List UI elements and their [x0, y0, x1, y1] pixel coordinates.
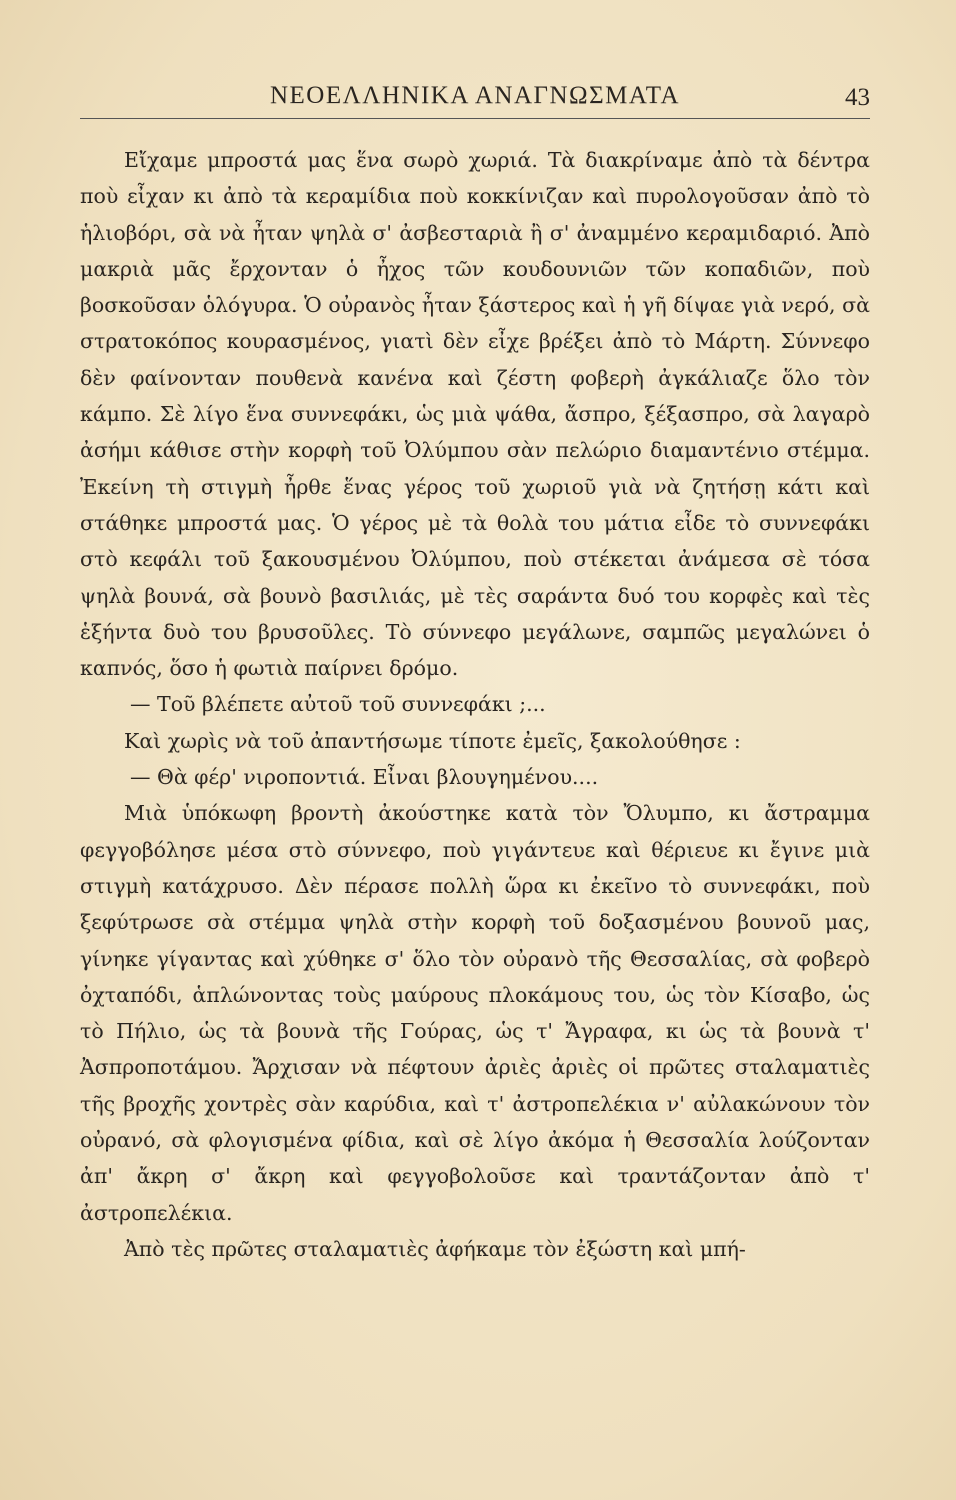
dialog-line: — Τοῦ βλέπετε αὐτοῦ τοῦ συννεφάκι ;...	[130, 692, 546, 717]
paragraph: Καὶ χωρὶς νὰ τοῦ ἀπαντήσωμε τίποτε ἐμεῖς, ξακολούθησε :	[124, 728, 741, 753]
paragraph: Ἀπὸ τὲς πρῶτες σταλαματιὲς ἀφήκαμε τὸν ἐξώστη καὶ μπή-	[124, 1236, 746, 1261]
paragraph: Εἴχαμε μπροστά μας ἕνα σωρὸ χωριά. Τὰ διακρίναμε ἀπὸ τὰ δέντρα ποὺ εἶχαν κι ἀπὸ τὰ κεραμίδια ποὺ κοκκίνιζαν καὶ πυρολογοῦσαν ἀπὸ τὸ ἡλιοβόρι, σὰ νὰ ἦταν ψηλὰ σ' ἀσβεσταριὰ ἢ σ' ἀναμμένο κεραμιδαριό. Ἀπὸ μακριὰ μᾶς ἔρχονταν ὁ ἦχος τῶν κουδουνιῶν τῶν κοπαδιῶν, ποὺ βοσκοῦσαν ὁλόγυρα. Ὁ οὐρανὸς ἦταν ξάστερος καὶ ἡ γῆ δίψαε γιὰ νερό, σὰ στρατοκόπος κουρασμένος, γιατὶ δὲν εἶχε βρέξει ἀπὸ τὸ Μάρτη. Σύννεφο δὲν φαίνονταν πουθενὰ κανένα καὶ ζέστη φοβερὴ ἀγκάλιαζε ὅλο τὸν κάμπο. Σὲ λίγο ἕνα συννεφάκι, ὡς μιὰ ψάθα, ἄσπρο, ξέξασπρο, σὰ λαγαρὸ ἀσήμι κάθισε στὴν κορφὴ τοῦ Ὀλύμπου σὰν πελώριο διαμαντένιο στέμμα. Ἐκείνη τὴ στιγμὴ ἦρθε ἕνας γέρος τοῦ χωριοῦ γιὰ νὰ ζητήσῃ κάτι καὶ στάθηκε μπροστά μας. Ὁ γέρος μὲ τὰ θολὰ του μάτια εἶδε τὸ συννεφάκι στὸ κεφάλι τοῦ ξακουσμένου Ὀλύμπου, ποὺ στέκεται ἀνάμεσα σὲ τόσα ψηλὰ βουνά, σὰ βουνὸ βασιλιάς, μὲ τὲς σαράντα δυό του κορφὲς καὶ τὲς ἑξήντα δυὸ του βρυσοῦλες. Τὸ σύννεφο μεγάλωνε, σαμπῶς μεγαλώνει ὁ καπνός, ὅσο ἡ φωτιὰ παίρνει δρόμο.	[80, 148, 870, 681]
page-header	[80, 78, 870, 119]
running-title: ΝΕΟΕΛΛΗΝΙΚΑ ΑΝΑΓΝΩΣΜΑΤΑ	[269, 82, 681, 109]
dialog-line: — Θὰ φέρ' νιροποντιά. Εἶναι βλουγημένου....	[130, 765, 599, 790]
page-body	[80, 142, 870, 1267]
paragraph: Μιὰ ὑπόκωφη βροντὴ ἀκούστηκε κατὰ τὸν Ὄλυμπο, κι ἄστραμμα φεγγοβόλησε μέσα στὸ σύννεφο, ποὺ γιγάντευε καὶ θέριευε κι ἔγινε μιὰ στιγμὴ κατάχρυσο. Δὲν πέρασε πολλὴ ὥρα κι ἐκεῖνο τὸ συννεφάκι, ποὺ ξεφύτρωσε σὰ στέμμα ψηλὰ στὴν κορφὴ τοῦ δοξασμένου βουνοῦ μας, γίνηκε γίγαντας καὶ χύθηκε σ' ὅλο τὸν οὐρανὸ τῆς Θεσσαλίας, σὰ φοβερὸ ὀχταπόδι, ἁπλώνοντας τοὺς μαύρους πλοκάμους του, ὡς τὸν Κίσαβο, ὡς τὸ Πήλιο, ὡς τὰ βουνὰ τῆς Γούρας, ὡς τ' Ἄγραφα, κι ὡς τὰ βουνὰ τ' Ἀσπροποτάμου. Ἄρχισαν νὰ πέφτουν ἀριὲς ἀριὲς οἱ πρῶτες σταλαματιὲς τῆς βροχῆς χοντρὲς σὰν καρύδια, καὶ τ' ἀστροπελέκια ν' αὐλακώνουν τὸν οὐρανό, σὰ φλογισμένα φίδια, καὶ σὲ λίγο ἀκόμα ἡ Θεσσαλία λούζονταν ἀπ' ἄκρη σ' ἄκρη καὶ φεγγοβολοῦσε καὶ τραντάζονταν ἀπὸ τ' ἀστροπελέκια.	[80, 801, 870, 1225]
page-number: 43	[845, 84, 870, 111]
